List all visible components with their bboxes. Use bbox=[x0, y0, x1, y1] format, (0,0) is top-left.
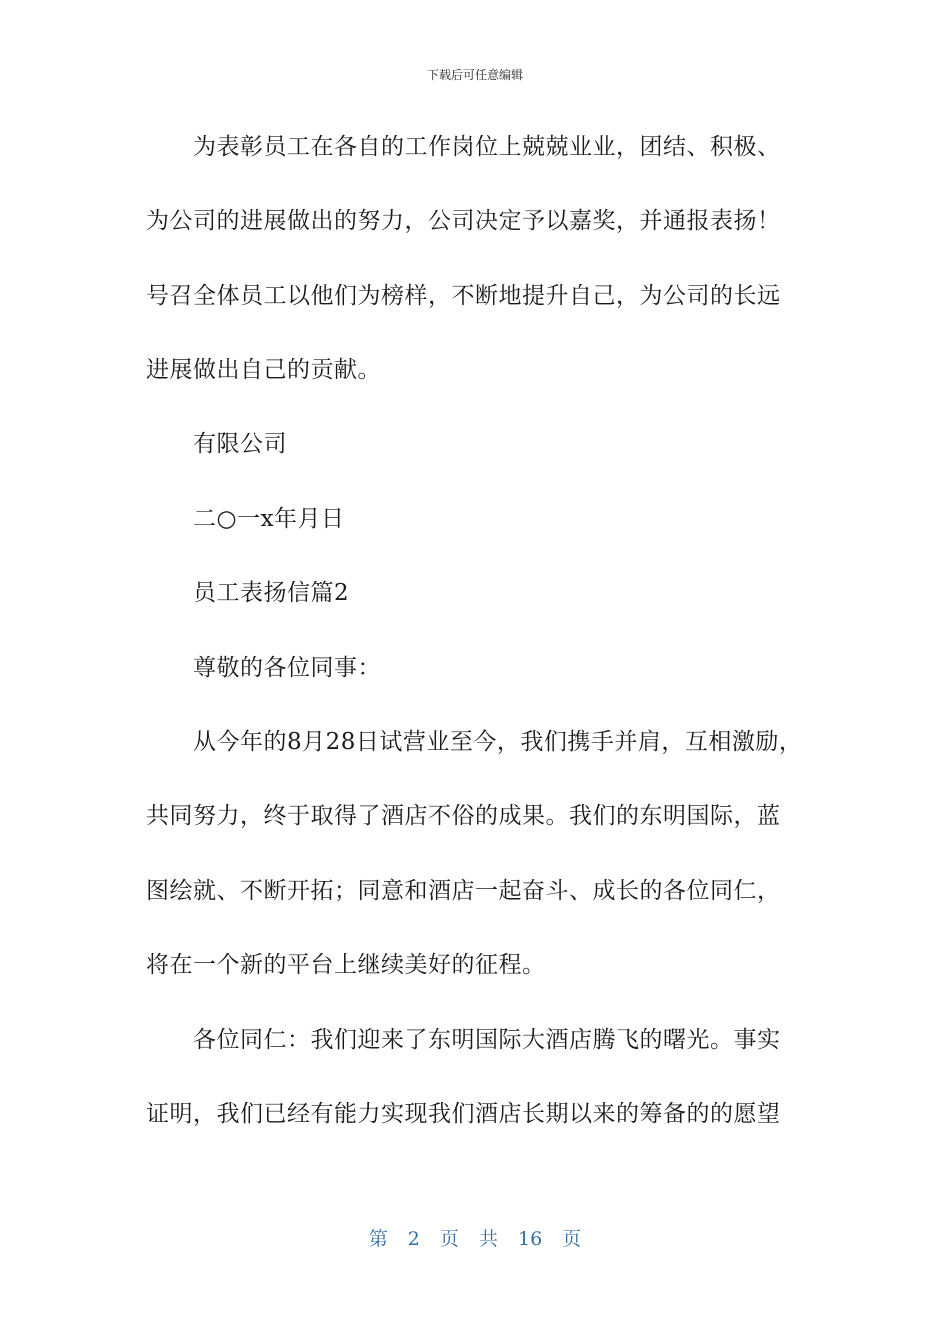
body-line: 从今年的8月28日试营业至今，我们携手并肩，互相激励， bbox=[193, 729, 803, 755]
body-line: 为公司的进展做出的努力，公司决定予以嘉奖，并通报表扬！ bbox=[146, 208, 781, 234]
body-line: 图绘就、不断开拓；同意和酒店一起奋斗、成长的各位同仁， bbox=[146, 878, 781, 904]
body-line: 将在一个新的平台上继续美好的征程。 bbox=[146, 952, 546, 978]
body-line: 各位同仁：我们迎来了东明国际大酒店腾飞的曙光。事实 bbox=[193, 1027, 781, 1053]
body-line: 共同努力，终于取得了酒店不俗的成果。我们的东明国际，蓝 bbox=[146, 803, 781, 829]
body-line: 号召全体员工以他们为榜样，不断地提升自己，为公司的长远 bbox=[146, 283, 781, 309]
footer-suffix: 页 bbox=[562, 1228, 582, 1250]
company-name: 有限公司 bbox=[193, 431, 287, 457]
salutation: 尊敬的各位同事： bbox=[193, 655, 381, 681]
current-page-number: 2 bbox=[407, 1228, 420, 1250]
page-header: 下载后可任意编辑 bbox=[426, 68, 523, 82]
footer-prefix: 第 bbox=[368, 1228, 388, 1250]
footer-page-label: 页 bbox=[439, 1228, 459, 1250]
section-title: 员工表扬信篇2 bbox=[193, 580, 350, 606]
total-page-count: 16 bbox=[518, 1228, 543, 1250]
date-line: 二○一x年月日 bbox=[193, 506, 345, 532]
body-line: 进展做出自己的贡献。 bbox=[146, 357, 381, 383]
footer-total-prefix: 共 bbox=[478, 1228, 498, 1250]
body-line: 证明，我们已经有能力实现我们酒店长期以来的筹备的的愿望 bbox=[146, 1101, 781, 1127]
page-footer bbox=[0, 1224, 950, 1251]
body-line: 为表彰员工在各自的工作岗位上兢兢业业，团结、积极、 bbox=[193, 134, 781, 160]
